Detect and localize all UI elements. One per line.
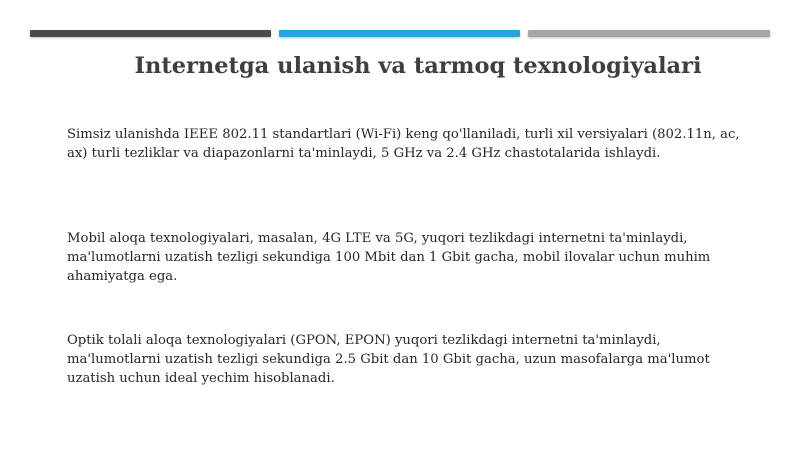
- slide-title: Internetga ulanish va tarmoq texnologiyalari: [134, 53, 702, 79]
- accent-bar-blue: [279, 30, 520, 37]
- accent-bar-gray: [528, 30, 770, 37]
- accent-bar-dark: [30, 30, 271, 37]
- paragraph-optical: Optik tolali aloqa texnologiyalari (GPON, EPON) yuqori tezlikdagi internetni ta'minlaydi, ma'lumotlarni uzatish tezligi sekundiga 2.5 Gbit dan 10 Gbit gacha, uzun masofalarga ma'lumot uzatish uchun ideal yechim hisoblanadi.: [67, 333, 710, 386]
- paragraph-mobile: Mobil aloqa texnologiyalari, masalan, 4G LTE va 5G, yuqori tezlikdagi internetni ta'minlaydi, ma'lumotlarni uzatish tezligi sekundiga 100 Mbit dan 1 Gbit gacha, mobil ilovalar uchun muhim ahamiyatga ega.: [67, 231, 711, 284]
- paragraph-wifi: Simsiz ulanishda IEEE 802.11 standartlari (Wi-Fi) keng qo'llaniladi, turli xil versiyalari (802.11n, ac, ax) turli tezliklar va diapazonlarni ta'minlaydi, 5 GHz va 2.4 GHz chastotalarida ishlaydi.: [67, 127, 740, 161]
